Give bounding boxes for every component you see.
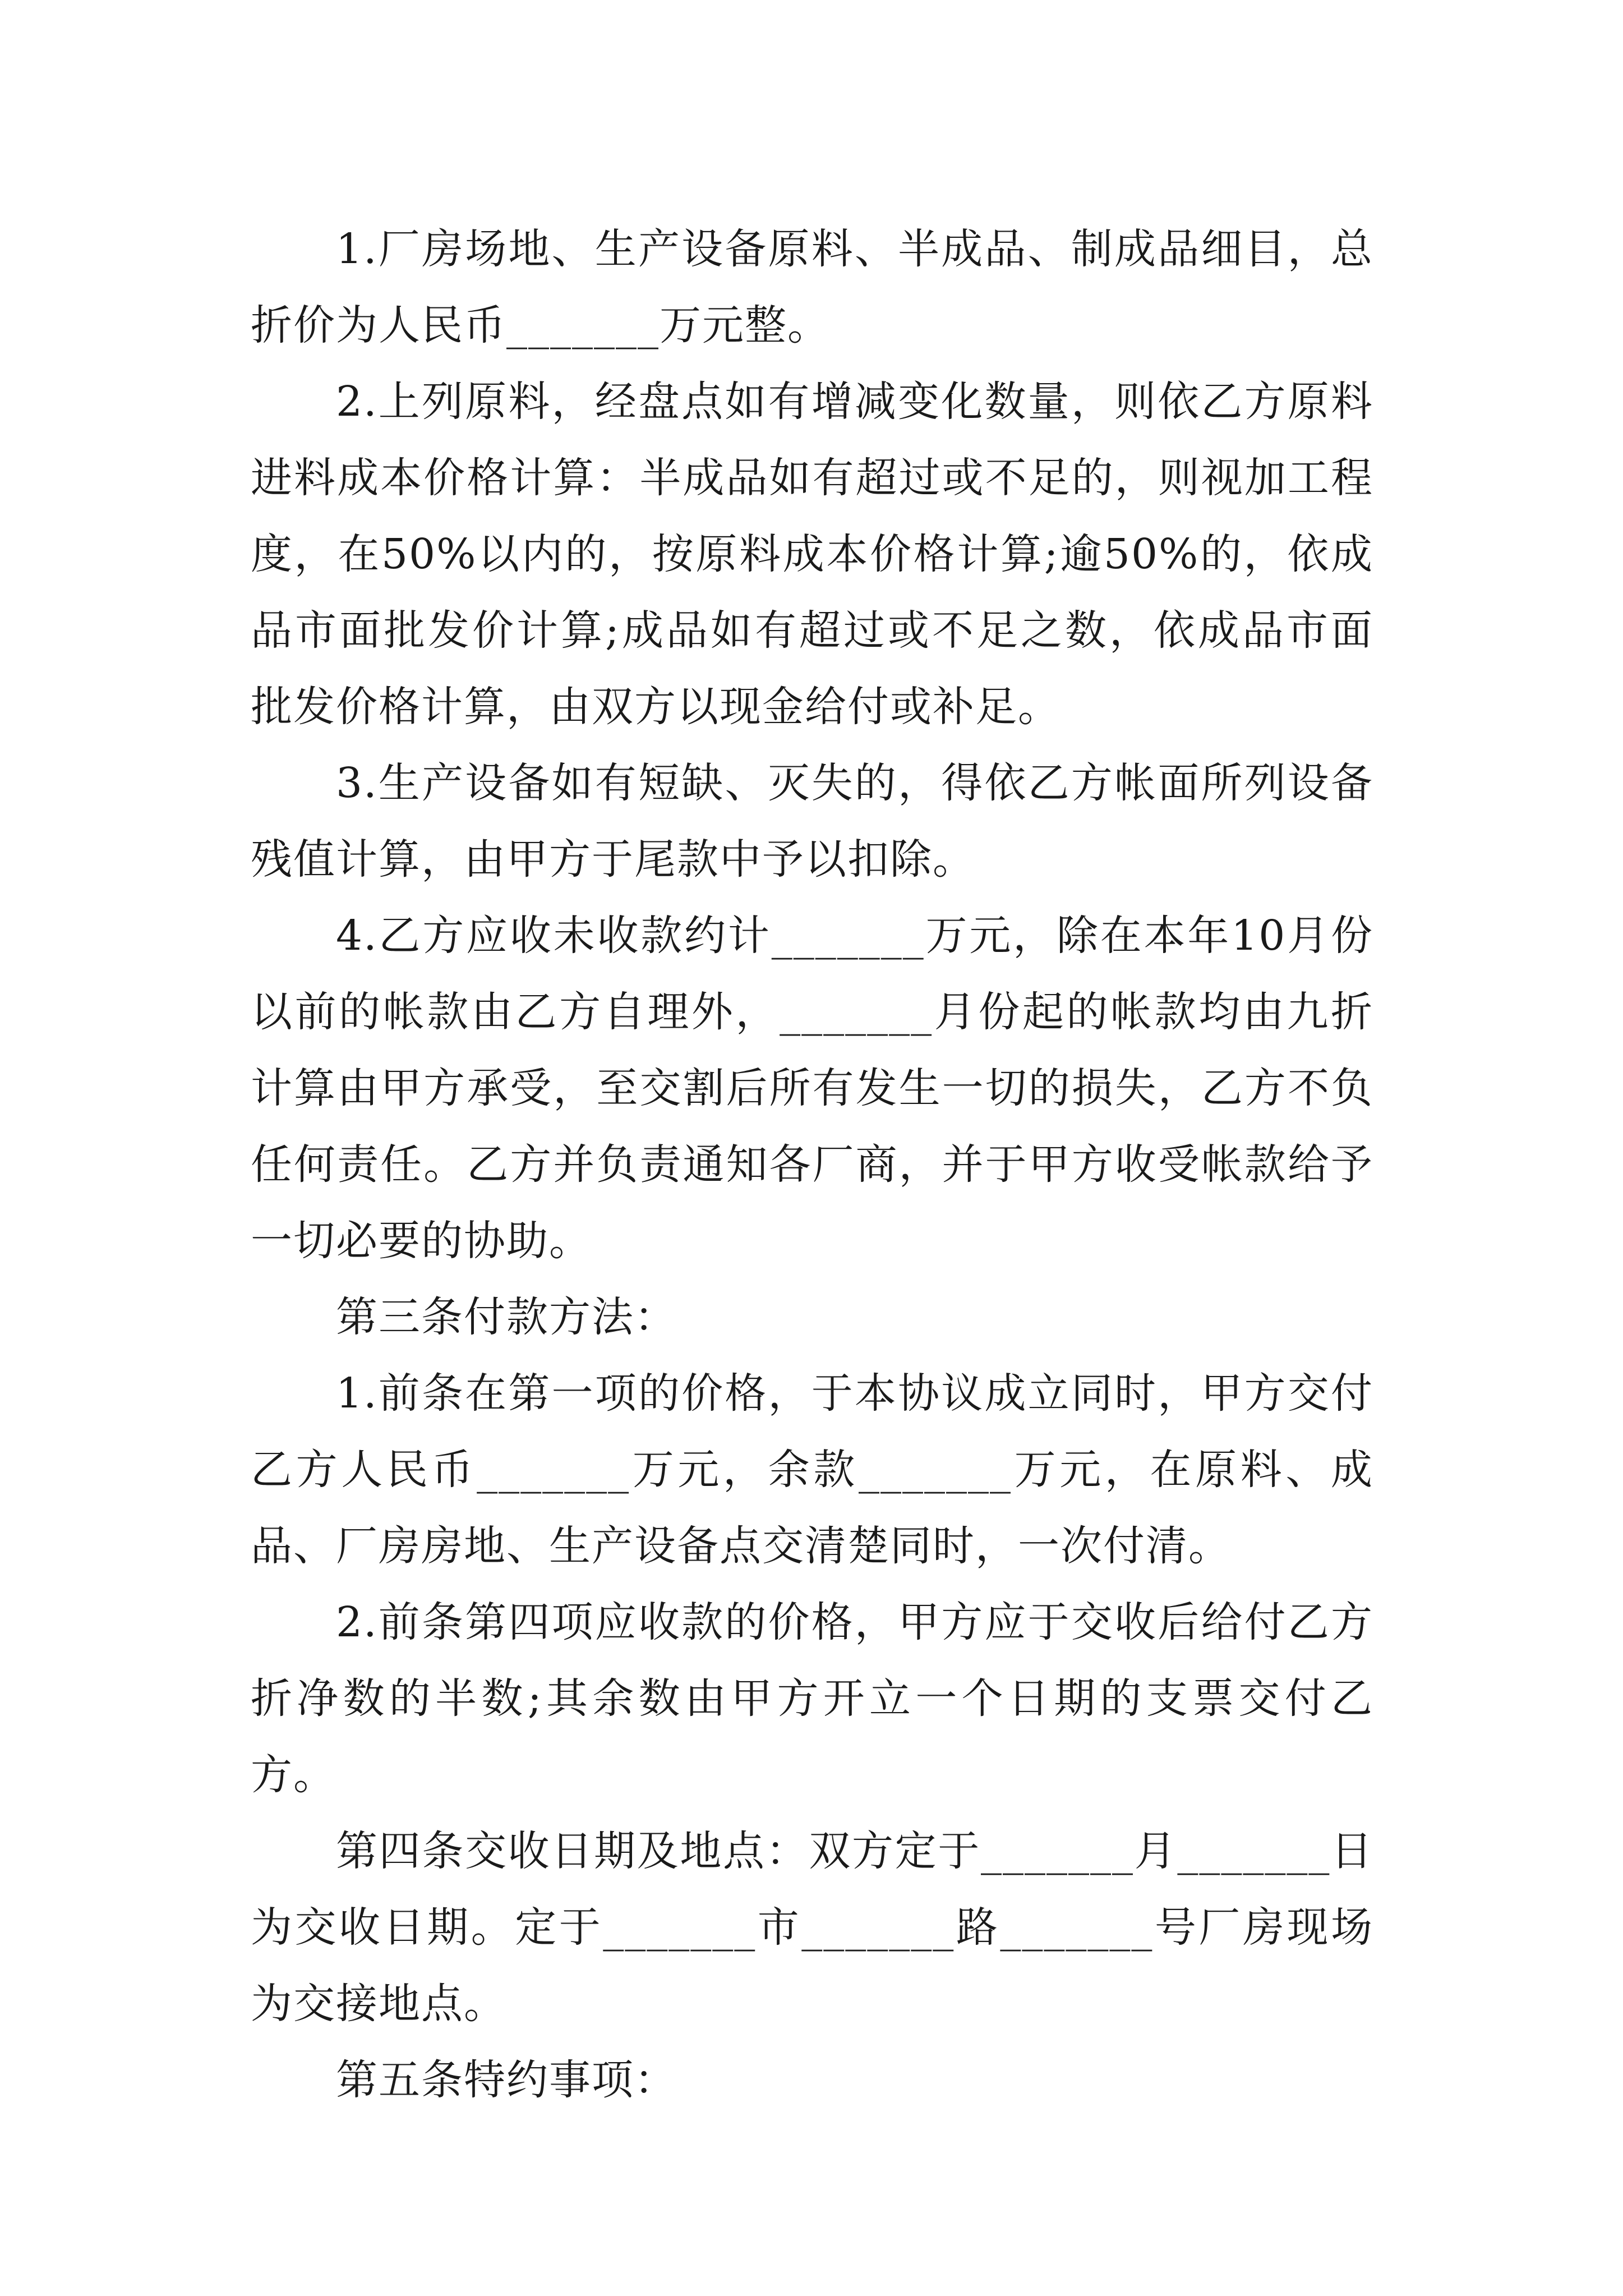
- article-4-delivery-date-place: 第四条交收日期及地点：双方定于_______月_______日为交收日期。定于_______市_______路_______号厂房现场为交接地点。: [251, 1827, 1373, 2028]
- paragraph-payment-1: 1.前条在第一项的价格，于本协议成立同时，甲方交付乙方人民币_______万元，余款_______万元，在原料、成品、厂房房地、生产设备点交清楚同时，一次付清。: [251, 1369, 1373, 1570]
- article-5-heading: 第五条特约事项：: [336, 2056, 677, 2104]
- paragraph-item-4-receivables: 4.乙方应收未收款约计_______万元，除在本年10月份以前的帐款由乙方自理外，_______月份起的帐款均由九折计算由甲方承受，至交割后所有发生一切的损失，乙方不负任何责任。乙方并负责通知各厂商，并于甲方收受帐款给予一切必要的协助。: [251, 912, 1373, 1265]
- document-body: [251, 211, 1373, 2118]
- paragraph-item-3-equipment-shortage: 3.生产设备如有短缺、灭失的，得依乙方帐面所列设备残值计算，由甲方于尾款中予以扣除。: [251, 759, 1373, 884]
- paragraph-payment-2: 2.前条第四项应收款的价格，甲方应于交收后给付乙方折净数的半数;其余数由甲方开立一个日期的支票交付乙方。: [251, 1598, 1373, 1799]
- article-3-heading: 第三条付款方法：: [336, 1293, 677, 1341]
- paragraph-item-2-raw-material-valuation: 2.上列原料，经盘点如有增减变化数量，则依乙方原料进料成本价格计算：半成品如有超过或不足的，则视加工程度，在50%以内的，按原料成本价格计算;逾50%的，依成品市面批发价计算;成品如有超过或不足之数，依成品市面批发价格计算，由双方以现金给付或补足。: [251, 378, 1373, 731]
- paragraph-item-1-total-price: 1.厂房场地、生产设备原料、半成品、制成品细目，总折价为人民币_______万元整。: [251, 225, 1373, 349]
